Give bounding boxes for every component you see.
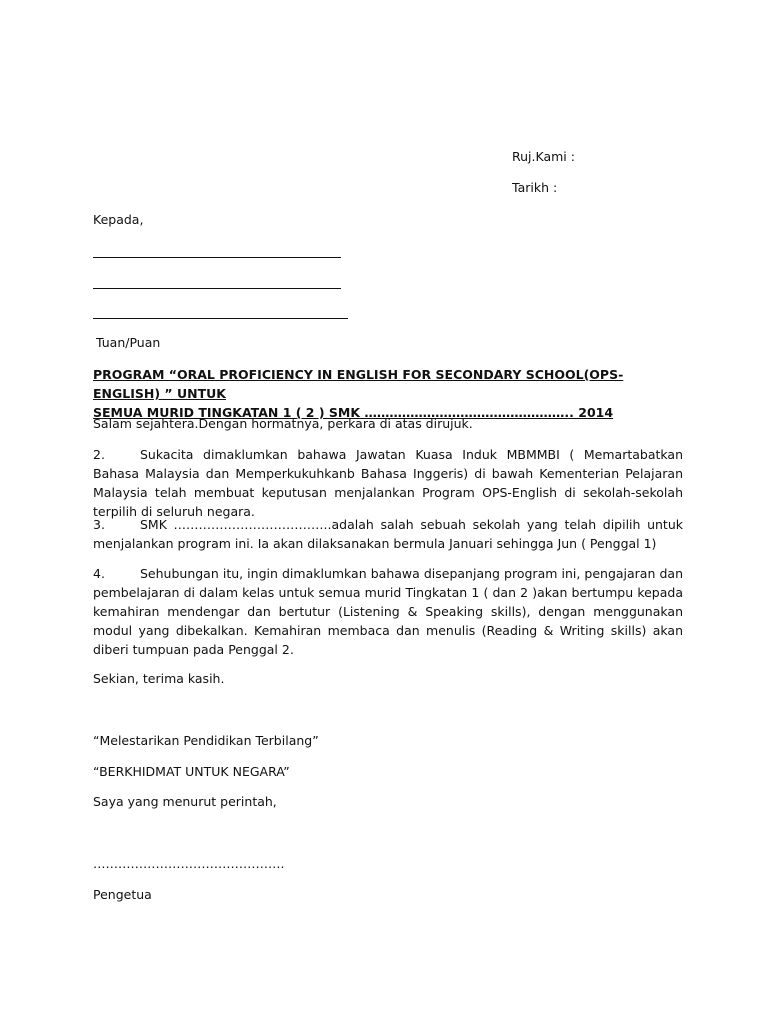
- motto: “Melestarikan Pendidikan Terbilang”: [93, 733, 319, 748]
- address-line-1: [93, 257, 341, 258]
- paragraph-4-text: Sehubungan itu, ingin dimaklumkan bahawa disepanjang program ini, pengajaran dan pembelajaran di dalam kelas untuk semua murid Tingkatan 1 ( dan 2 )akan bertumpu kepada kemahiran mendengar dan bertutur (Listening & Speaking skills), dengan menggunakan modul yang dibekalkan. Kemahiran membaca dan menulis (Reading & Writing skills) akan diberi tumpuan pada Penggal 2.: [93, 566, 683, 657]
- paragraph-2-text: Sukacita dimaklumkan bahawa Jawatan Kuasa Induk MBMMBI ( Memartabatkan Bahasa Malaysia dan Memperkukuhkanb Bahasa Inggeris) di bawah Kementerian Pelajaran Malaysia telah membuat keputusan menjalankan Program OPS-English di sekolah-sekolah terpilih di seluruh negara.: [93, 447, 683, 519]
- opening-line: Salam sejahtera.Dengan hormatnya, perkara di atas dirujuk.: [93, 416, 473, 431]
- order-line: Saya yang menurut perintah,: [93, 794, 277, 809]
- paragraph-3-text: SMK ………………………………..adalah salah sebuah sekolah yang telah dipilih untuk menjalankan program ini. Ia akan dilaksanakan bermula Januari sehingga Jun ( Penggal 1): [93, 517, 683, 551]
- subject-line-1: PROGRAM “ORAL PROFICIENCY IN ENGLISH FOR SECONDARY SCHOOL(OPS- ENGLISH) ” UNTUK: [93, 367, 624, 401]
- reference-label: Ruj.Kami :: [512, 149, 575, 164]
- subject-line-2: SEMUA MURID TINGKATAN 1 ( 2 ) SMK ………………………………………….. 2014: [93, 405, 614, 420]
- paragraph-2: [93, 445, 683, 521]
- paragraph-4: [93, 564, 683, 659]
- signature-line: ……………………………………….: [93, 856, 285, 871]
- letter-subject: [93, 365, 693, 422]
- signatory-title: Pengetua: [93, 887, 152, 902]
- recipient-label: Kepada,: [93, 212, 144, 227]
- address-line-3: [93, 318, 348, 319]
- closing-line: Sekian, terima kasih.: [93, 671, 225, 686]
- slogan: “BERKHIDMAT UNTUK NEGARA”: [93, 764, 290, 779]
- address-line-2: [93, 288, 341, 289]
- paragraph-3: [93, 515, 683, 553]
- paragraph-4-number: 4.: [93, 566, 105, 581]
- date-label: Tarikh :: [512, 180, 558, 195]
- paragraph-3-number: 3.: [93, 517, 105, 532]
- salutation: Tuan/Puan: [96, 335, 161, 350]
- paragraph-2-number: 2.: [93, 447, 105, 462]
